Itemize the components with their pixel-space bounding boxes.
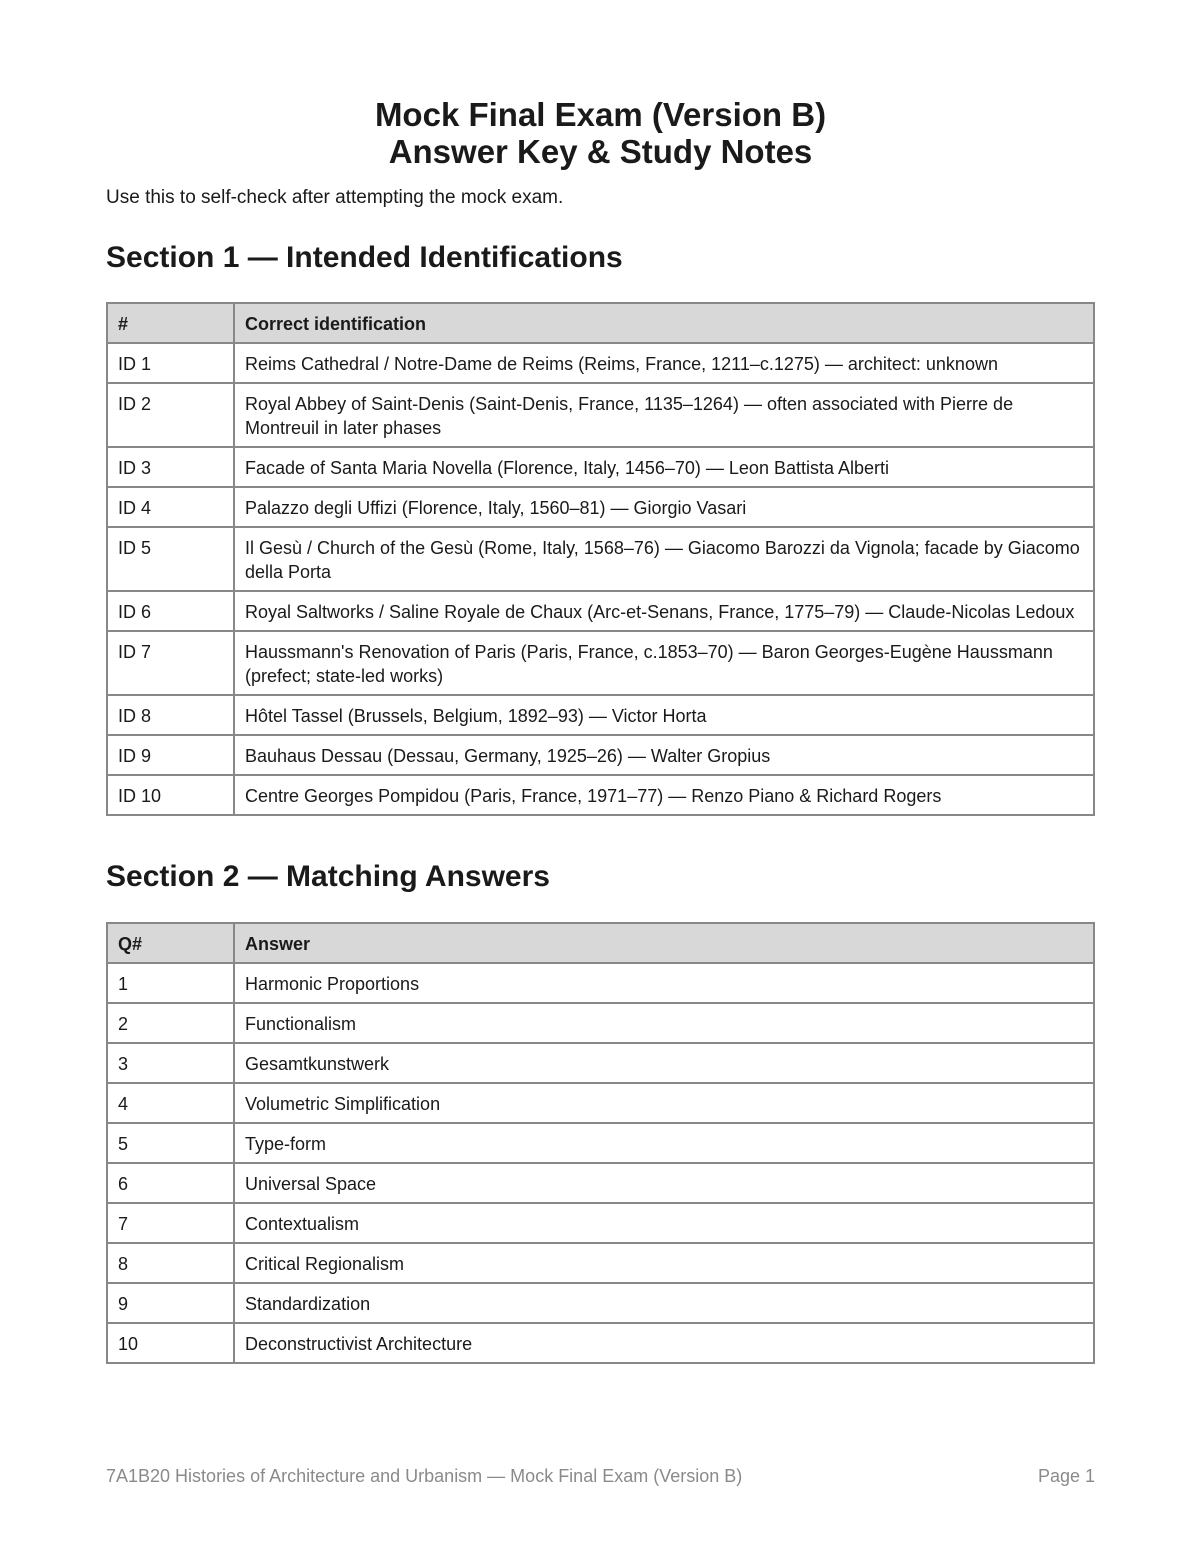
row-question-number: 9 — [107, 1283, 234, 1323]
column-header-identification: Correct identification — [234, 303, 1094, 343]
row-question-number: 1 — [107, 963, 234, 1003]
row-id: ID 3 — [107, 447, 234, 487]
row-identification: Royal Abbey of Saint-Denis (Saint-Denis, France, 1135–1264) — often associated with Pierre de Montreuil in later phases — [234, 383, 1094, 447]
row-answer: Standardization — [234, 1283, 1094, 1323]
table-row — [107, 1243, 1094, 1283]
table-row — [107, 1043, 1094, 1083]
row-identification: Haussmann's Renovation of Paris (Paris, France, c.1853–70) — Baron Georges-Eugène Haussmann (prefect; state-led works) — [234, 631, 1094, 695]
table-row — [107, 735, 1094, 775]
title-line-2: Answer Key & Study Notes — [388, 133, 813, 170]
row-answer: Deconstructivist Architecture — [234, 1323, 1094, 1363]
table-row — [107, 631, 1094, 695]
table-row — [107, 343, 1094, 383]
table-row — [107, 775, 1094, 815]
row-identification: Il Gesù / Church of the Gesù (Rome, Italy, 1568–76) — Giacomo Barozzi da Vignola; facade by Giacomo della Porta — [234, 527, 1094, 591]
table-row — [107, 695, 1094, 735]
row-identification: Centre Georges Pompidou (Paris, France, 1971–77) — Renzo Piano & Richard Rogers — [234, 775, 1094, 815]
table-row — [107, 963, 1094, 1003]
title-line-1: Mock Final Exam (Version B) — [374, 96, 827, 133]
table-row — [107, 383, 1094, 447]
matching-answers-table — [106, 922, 1095, 1364]
table-row — [107, 487, 1094, 527]
row-answer: Harmonic Proportions — [234, 963, 1094, 1003]
row-question-number: 4 — [107, 1083, 234, 1123]
row-question-number: 8 — [107, 1243, 234, 1283]
row-question-number: 6 — [107, 1163, 234, 1203]
row-id: ID 5 — [107, 527, 234, 591]
row-answer: Contextualism — [234, 1203, 1094, 1243]
row-identification: Reims Cathedral / Notre-Dame de Reims (Reims, France, 1211–c.1275) — architect: unknown — [234, 343, 1094, 383]
page-title — [106, 96, 1095, 170]
row-answer: Universal Space — [234, 1163, 1094, 1203]
row-answer: Volumetric Simplification — [234, 1083, 1094, 1123]
table-row — [107, 527, 1094, 591]
table-header-row — [107, 923, 1094, 963]
table-row — [107, 1003, 1094, 1043]
footer-page-number: Page 1 — [1037, 1466, 1095, 1486]
column-header-question: Q# — [107, 923, 234, 963]
row-id: ID 1 — [107, 343, 234, 383]
row-identification: Bauhaus Dessau (Dessau, Germany, 1925–26) — Walter Gropius — [234, 735, 1094, 775]
table-row — [107, 1163, 1094, 1203]
row-id: ID 4 — [107, 487, 234, 527]
identifications-table — [106, 302, 1095, 816]
row-answer: Functionalism — [234, 1003, 1094, 1043]
row-id: ID 2 — [107, 383, 234, 447]
row-question-number: 5 — [107, 1123, 234, 1163]
row-identification: Hôtel Tassel (Brussels, Belgium, 1892–93) — Victor Horta — [234, 695, 1094, 735]
footer-course-title: 7A1B20 Histories of Architecture and Urbanism — Mock Final Exam (Version B) — [106, 1466, 743, 1486]
table-row — [107, 1083, 1094, 1123]
table-row — [107, 1203, 1094, 1243]
table-row — [107, 1283, 1094, 1323]
row-identification: Facade of Santa Maria Novella (Florence, Italy, 1456–70) — Leon Battista Alberti — [234, 447, 1094, 487]
row-question-number: 7 — [107, 1203, 234, 1243]
row-question-number: 2 — [107, 1003, 234, 1043]
row-identification: Royal Saltworks / Saline Royale de Chaux (Arc-et-Senans, France, 1775–79) — Claude-Nicolas Ledoux — [234, 591, 1094, 631]
row-id: ID 8 — [107, 695, 234, 735]
row-answer: Type-form — [234, 1123, 1094, 1163]
table-header-row — [107, 303, 1094, 343]
row-id: ID 9 — [107, 735, 234, 775]
table-row — [107, 1123, 1094, 1163]
table-row — [107, 447, 1094, 487]
section-1-heading: Section 1 — Intended Identifications — [106, 241, 623, 274]
row-answer: Gesamtkunstwerk — [234, 1043, 1094, 1083]
section-2-heading: Section 2 — Matching Answers — [106, 860, 550, 893]
row-id: ID 6 — [107, 591, 234, 631]
table-row — [107, 1323, 1094, 1363]
row-answer: Critical Regionalism — [234, 1243, 1094, 1283]
intro-text: Use this to self-check after attempting the mock exam. — [106, 187, 564, 208]
row-id: ID 10 — [107, 775, 234, 815]
column-header-number: # — [107, 303, 234, 343]
row-identification: Palazzo degli Uffizi (Florence, Italy, 1560–81) — Giorgio Vasari — [234, 487, 1094, 527]
column-header-answer: Answer — [234, 923, 1094, 963]
row-question-number: 10 — [107, 1323, 234, 1363]
row-question-number: 3 — [107, 1043, 234, 1083]
row-id: ID 7 — [107, 631, 234, 695]
table-row — [107, 591, 1094, 631]
